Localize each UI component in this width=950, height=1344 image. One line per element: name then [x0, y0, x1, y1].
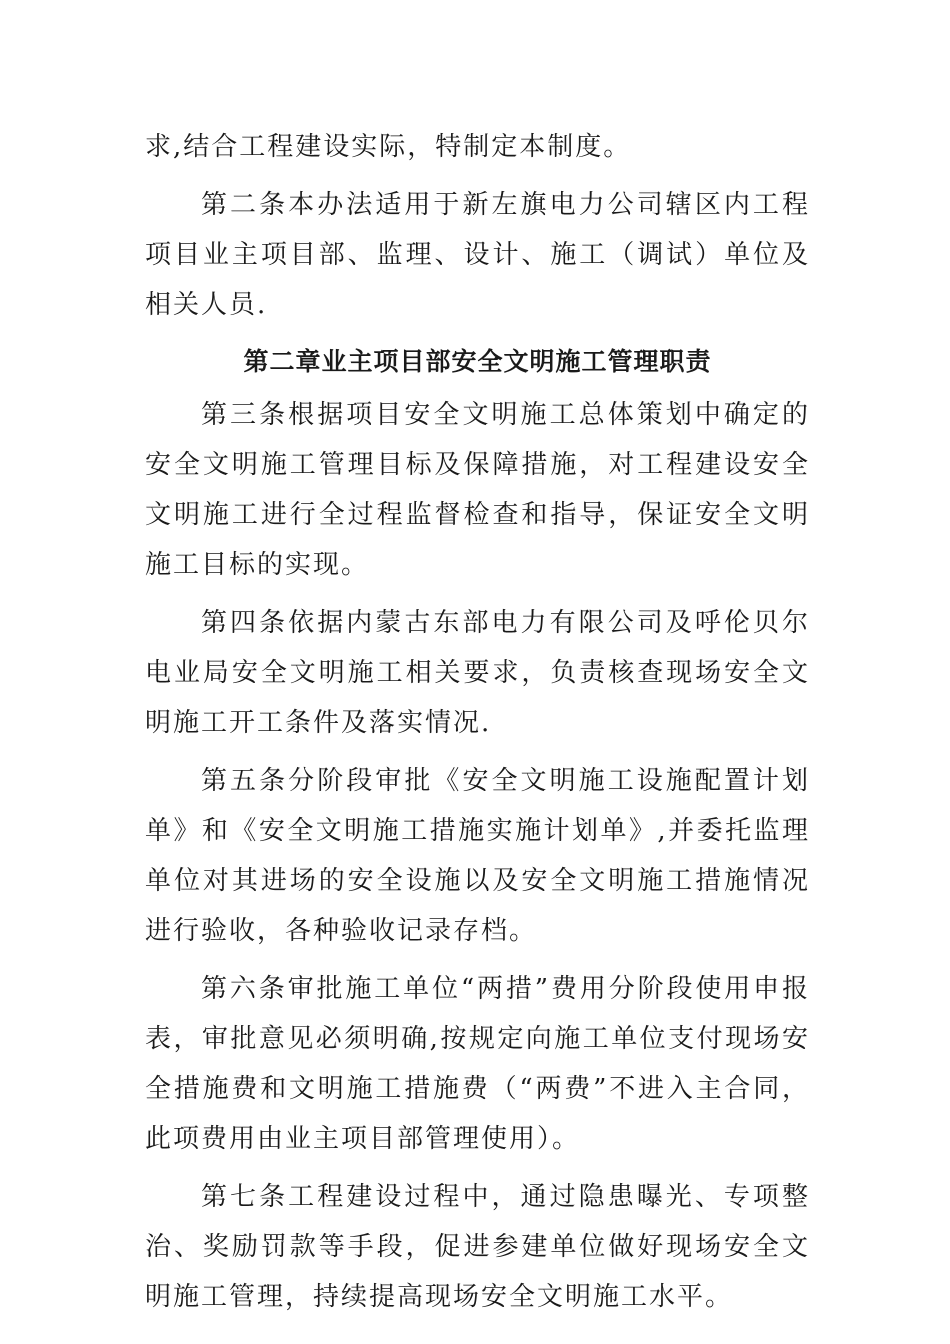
- paragraph-article-4: 第四条依据内蒙古东部电力有限公司及呼伦贝尔电业局安全文明施工相关要求，负责核查现场安全文明施工开工条件及落实情况.: [145, 608, 810, 738]
- paragraph-article-3: 第三条根据项目安全文明施工总体策划中确定的安全文明施工管理目标及保障措施，对工程建设安全文明施工进行全过程监督检查和指导，保证安全文明施工目标的实现。: [145, 400, 810, 580]
- paragraph-article-6: 第六条审批施工单位“两措”费用分阶段使用申报表，审批意见必须明确,按规定向施工单位支付现场安全措施费和文明施工措施费（“两费”不进入主合同，此项费用由业主项目部管理使用）。: [145, 974, 810, 1154]
- document-body: [145, 122, 810, 1330]
- paragraph-continuation: 求,结合工程建设实际，特制定本制度。: [145, 132, 632, 162]
- paragraph-article-5: 第五条分阶段审批《安全文明施工设施配置计划单》和《安全文明施工措施实施计划单》,并委托监理单位对其进场的安全设施以及安全文明施工措施情况进行验收，各种验收记录存档。: [145, 766, 810, 946]
- chapter-heading: 第二章业主项目部安全文明施工管理职责: [243, 347, 712, 376]
- paragraph-article-7: 第七条工程建设过程中，通过隐患曝光、专项整治、奖励罚款等手段，促进参建单位做好现场安全文明施工管理，持续提高现场安全文明施工水平。: [145, 1182, 810, 1312]
- paragraph-article-2: 第二条本办法适用于新左旗电力公司辖区内工程项目业主项目部、监理、设计、施工（调试）单位及相关人员.: [145, 190, 810, 320]
